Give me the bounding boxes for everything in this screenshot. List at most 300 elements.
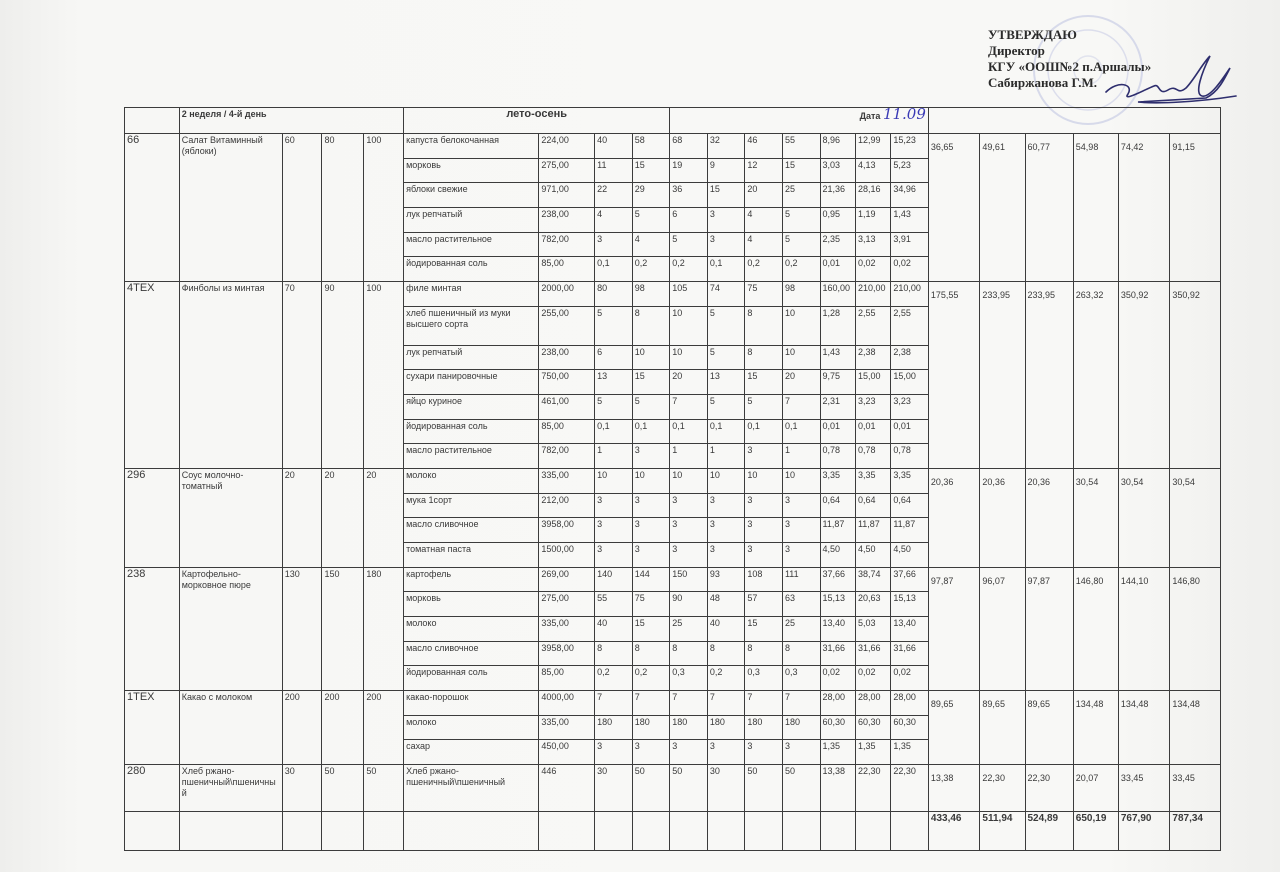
ingredient-value: 25 bbox=[782, 183, 820, 208]
ingredient-value: 3 bbox=[745, 444, 783, 469]
ingredient-name: молоко bbox=[404, 468, 539, 493]
dish-portion: 20 bbox=[364, 468, 404, 567]
ingredient-value: 10 bbox=[707, 468, 745, 493]
ingredient-value: 58 bbox=[632, 133, 670, 158]
ingredient-value: 2,38 bbox=[891, 345, 929, 370]
dish-total: 233,95 bbox=[980, 282, 1025, 469]
ingredient-value: 5,23 bbox=[891, 158, 929, 183]
ingredient-value: 5 bbox=[632, 394, 670, 419]
ingredient-name: йодированная соль bbox=[404, 419, 539, 444]
ingredient-value: 30 bbox=[707, 765, 745, 812]
dish-total: 20,07 bbox=[1073, 765, 1118, 812]
ingredient-value: 4 bbox=[595, 207, 633, 232]
ingredient-value: 15,00 bbox=[891, 370, 929, 395]
ingredient-value: 0,1 bbox=[632, 419, 670, 444]
ingredient-value: 85,00 bbox=[539, 257, 595, 282]
ingredient-value: 48 bbox=[707, 592, 745, 617]
ingredient-value: 0,02 bbox=[855, 257, 890, 282]
ingredient-value: 1 bbox=[595, 444, 633, 469]
ingredient-value: 57 bbox=[745, 592, 783, 617]
dish-total: 89,65 bbox=[980, 691, 1025, 765]
ingredient-name: яйцо куриное bbox=[404, 394, 539, 419]
dish-total: 49,61 bbox=[980, 133, 1025, 281]
ingredient-value: 31,66 bbox=[891, 641, 929, 666]
ingredient-value: 0,1 bbox=[707, 419, 745, 444]
ingredient-value: 750,00 bbox=[539, 370, 595, 395]
ingredient-value: 5 bbox=[632, 207, 670, 232]
ingredient-value: 8 bbox=[707, 641, 745, 666]
ingredient-value: 4 bbox=[632, 232, 670, 257]
menu-layout-table bbox=[124, 107, 1221, 851]
ingredient-value: 0,01 bbox=[855, 419, 890, 444]
ingredient-name: масло сливочное bbox=[404, 518, 539, 543]
ingredient-value: 10 bbox=[632, 468, 670, 493]
ingredient-value: 1,43 bbox=[891, 207, 929, 232]
grand-total-empty-cell bbox=[782, 811, 820, 850]
ingredient-name: молоко bbox=[404, 617, 539, 642]
date-value: 11.09 bbox=[882, 107, 926, 123]
ingredient-value: 3 bbox=[595, 543, 633, 568]
header-empty-cell bbox=[125, 108, 180, 134]
ingredient-value: 180 bbox=[670, 715, 708, 740]
ingredient-value: 3 bbox=[782, 543, 820, 568]
ingredient-value: 7 bbox=[745, 691, 783, 716]
dish-total: 263,32 bbox=[1073, 282, 1118, 469]
grand-total-empty-cell bbox=[855, 811, 890, 850]
dish-portion: 90 bbox=[322, 282, 364, 469]
ingredient-value: 10 bbox=[745, 468, 783, 493]
ingredient-value: 4 bbox=[745, 207, 783, 232]
ingredient-value: 15,13 bbox=[820, 592, 855, 617]
grand-total-empty-cell bbox=[179, 811, 282, 850]
ingredient-value: 85,00 bbox=[539, 666, 595, 691]
ingredient-value: 15 bbox=[632, 158, 670, 183]
dish-total: 89,65 bbox=[1025, 691, 1073, 765]
ingredient-value: 4,50 bbox=[855, 543, 890, 568]
dish-portion: 150 bbox=[322, 567, 364, 690]
dish-portion: 100 bbox=[364, 133, 404, 281]
grand-total-empty-cell bbox=[891, 811, 929, 850]
ingredient-value: 50 bbox=[782, 765, 820, 812]
dish-portion: 130 bbox=[282, 567, 322, 690]
ingredient-value: 40 bbox=[707, 617, 745, 642]
ingredient-value: 461,00 bbox=[539, 394, 595, 419]
ingredient-value: 3958,00 bbox=[539, 641, 595, 666]
ingredient-value: 210,00 bbox=[855, 282, 890, 307]
ingredient-value: 7 bbox=[670, 394, 708, 419]
ingredient-value: 160,00 bbox=[820, 282, 855, 307]
ingredient-value: 0,78 bbox=[820, 444, 855, 469]
ingredient-value: 3 bbox=[670, 543, 708, 568]
ingredient-value: 1,28 bbox=[820, 306, 855, 345]
dish-total: 175,55 bbox=[928, 282, 980, 469]
approval-title: УТВЕРЖДАЮ bbox=[988, 27, 1077, 42]
ingredient-value: 0,02 bbox=[891, 666, 929, 691]
ingredient-value: 0,2 bbox=[707, 666, 745, 691]
ingredient-value: 28,00 bbox=[891, 691, 929, 716]
ingredient-name: какао-порошок bbox=[404, 691, 539, 716]
ingredient-value: 1 bbox=[670, 444, 708, 469]
ingredient-value: 108 bbox=[745, 567, 783, 592]
ingredient-value: 446 bbox=[539, 765, 595, 812]
grand-total-value: 787,34 bbox=[1170, 811, 1221, 850]
ingredient-value: 21,36 bbox=[820, 183, 855, 208]
ingredient-value: 0,2 bbox=[632, 666, 670, 691]
ingredient-name: яблоки свежие bbox=[404, 183, 539, 208]
ingredient-name: картофель bbox=[404, 567, 539, 592]
ingredient-value: 3 bbox=[707, 740, 745, 765]
ingredient-value: 0,02 bbox=[891, 257, 929, 282]
ingredient-value: 20 bbox=[745, 183, 783, 208]
ingredient-value: 3 bbox=[707, 518, 745, 543]
ingredient-value: 3 bbox=[595, 493, 633, 518]
ingredient-value: 144 bbox=[632, 567, 670, 592]
ingredient-value: 105 bbox=[670, 282, 708, 307]
ingredient-value: 60,30 bbox=[891, 715, 929, 740]
ingredient-value: 90 bbox=[670, 592, 708, 617]
ingredient-value: 0,2 bbox=[782, 257, 820, 282]
dish-total: 91,15 bbox=[1170, 133, 1221, 281]
ingredient-value: 3,23 bbox=[891, 394, 929, 419]
ingredient-value: 180 bbox=[707, 715, 745, 740]
dish-code: 66 bbox=[125, 133, 180, 281]
grand-total-empty-cell bbox=[707, 811, 745, 850]
ingredient-value: 28,00 bbox=[855, 691, 890, 716]
ingredient-name: йодированная соль bbox=[404, 257, 539, 282]
ingredient-value: 50 bbox=[632, 765, 670, 812]
ingredient-value: 60,30 bbox=[855, 715, 890, 740]
ingredient-value: 210,00 bbox=[891, 282, 929, 307]
ingredient-value: 1500,00 bbox=[539, 543, 595, 568]
ingredient-value: 22,30 bbox=[855, 765, 890, 812]
ingredient-value: 15 bbox=[632, 370, 670, 395]
ingredient-value: 3 bbox=[745, 493, 783, 518]
dish-total: 134,48 bbox=[1073, 691, 1118, 765]
ingredient-value: 22,30 bbox=[891, 765, 929, 812]
grand-total-empty-cell bbox=[282, 811, 322, 850]
ingredient-name: мука 1сорт bbox=[404, 493, 539, 518]
ingredient-value: 68 bbox=[670, 133, 708, 158]
ingredient-value: 15 bbox=[632, 617, 670, 642]
dish-total: 146,80 bbox=[1073, 567, 1118, 690]
dish-total: 146,80 bbox=[1170, 567, 1221, 690]
ingredient-value: 2,31 bbox=[820, 394, 855, 419]
ingredient-value: 0,3 bbox=[670, 666, 708, 691]
ingredient-value: 3 bbox=[707, 232, 745, 257]
ingredient-name: масло растительное bbox=[404, 444, 539, 469]
ingredient-value: 37,66 bbox=[891, 567, 929, 592]
ingredient-value: 8 bbox=[745, 345, 783, 370]
ingredient-value: 0,01 bbox=[820, 419, 855, 444]
ingredient-value: 1,43 bbox=[820, 345, 855, 370]
ingredient-value: 0,1 bbox=[745, 419, 783, 444]
ingredient-name: йодированная соль bbox=[404, 666, 539, 691]
dish-total: 20,36 bbox=[928, 468, 980, 567]
ingredient-value: 3 bbox=[670, 493, 708, 518]
dish-portion: 70 bbox=[282, 282, 322, 469]
ingredient-value: 38,74 bbox=[855, 567, 890, 592]
ingredient-value: 0,3 bbox=[745, 666, 783, 691]
dish-total: 13,38 bbox=[928, 765, 980, 812]
grand-total-empty-cell bbox=[595, 811, 633, 850]
ingredient-value: 63 bbox=[782, 592, 820, 617]
ingredient-value: 3,91 bbox=[891, 232, 929, 257]
ingredient-value: 22 bbox=[595, 183, 633, 208]
ingredient-value: 238,00 bbox=[539, 345, 595, 370]
ingredient-name: капуста белокочанная bbox=[404, 133, 539, 158]
dish-total: 144,10 bbox=[1118, 567, 1170, 690]
ingredient-value: 7 bbox=[632, 691, 670, 716]
ingredient-value: 20 bbox=[782, 370, 820, 395]
ingredient-value: 180 bbox=[632, 715, 670, 740]
ingredient-value: 269,00 bbox=[539, 567, 595, 592]
ingredient-value: 3 bbox=[782, 740, 820, 765]
ingredient-value: 60,30 bbox=[820, 715, 855, 740]
dish-portion: 30 bbox=[282, 765, 322, 812]
ingredient-value: 1 bbox=[782, 444, 820, 469]
dish-total: 97,87 bbox=[928, 567, 980, 690]
ingredient-name: лук репчатый bbox=[404, 345, 539, 370]
ingredient-value: 0,64 bbox=[891, 493, 929, 518]
dish-portion: 80 bbox=[322, 133, 364, 281]
ingredient-value: 3 bbox=[632, 543, 670, 568]
ingredient-value: 7 bbox=[782, 394, 820, 419]
ingredient-name: Хлеб ржано-пшеничный\пшеничный bbox=[404, 765, 539, 812]
dish-portion: 200 bbox=[282, 691, 322, 765]
ingredient-value: 10 bbox=[670, 306, 708, 345]
dish-code: 238 bbox=[125, 567, 180, 690]
ingredient-value: 11,87 bbox=[855, 518, 890, 543]
ingredient-value: 1,35 bbox=[891, 740, 929, 765]
ingredient-value: 32 bbox=[707, 133, 745, 158]
dish-total: 20,36 bbox=[980, 468, 1025, 567]
ingredient-value: 9,75 bbox=[820, 370, 855, 395]
approval-organization: КГУ «ООШ№2 п.Аршалы» bbox=[988, 59, 1152, 74]
ingredient-value: 0,78 bbox=[891, 444, 929, 469]
dish-code: 1ТЕХ bbox=[125, 691, 180, 765]
ingredient-value: 8 bbox=[632, 641, 670, 666]
ingredient-value: 0,02 bbox=[855, 666, 890, 691]
ingredient-value: 180 bbox=[782, 715, 820, 740]
ingredient-value: 13 bbox=[707, 370, 745, 395]
ingredient-value: 4,13 bbox=[855, 158, 890, 183]
ingredient-row bbox=[125, 567, 1221, 592]
dish-total: 54,98 bbox=[1073, 133, 1118, 281]
dish-total: 30,54 bbox=[1118, 468, 1170, 567]
grand-total-value: 524,89 bbox=[1025, 811, 1073, 850]
dish-name: Картофельно-морковное пюре bbox=[179, 567, 282, 690]
ingredient-value: 3 bbox=[707, 207, 745, 232]
ingredient-value: 3 bbox=[670, 518, 708, 543]
dish-total: 134,48 bbox=[1170, 691, 1221, 765]
ingredient-value: 3,35 bbox=[891, 468, 929, 493]
dish-total: 97,87 bbox=[1025, 567, 1073, 690]
ingredient-value: 15,13 bbox=[891, 592, 929, 617]
ingredient-value: 1 bbox=[707, 444, 745, 469]
ingredient-value: 10 bbox=[782, 306, 820, 345]
ingredient-value: 0,95 bbox=[820, 207, 855, 232]
ingredient-value: 8 bbox=[595, 641, 633, 666]
ingredient-value: 11,87 bbox=[891, 518, 929, 543]
dish-portion: 200 bbox=[322, 691, 364, 765]
ingredient-value: 30 bbox=[595, 765, 633, 812]
dish-name: Какао с молоком bbox=[179, 691, 282, 765]
ingredient-value: 50 bbox=[745, 765, 783, 812]
ingredient-value: 4 bbox=[745, 232, 783, 257]
ingredient-value: 3 bbox=[745, 518, 783, 543]
ingredient-value: 3 bbox=[595, 232, 633, 257]
ingredient-value: 0,3 bbox=[782, 666, 820, 691]
ingredient-value: 5 bbox=[595, 306, 633, 345]
ingredient-value: 25 bbox=[782, 617, 820, 642]
ingredient-value: 12,99 bbox=[855, 133, 890, 158]
dish-total: 36,65 bbox=[928, 133, 980, 281]
ingredient-value: 3 bbox=[745, 543, 783, 568]
ingredient-value: 6 bbox=[670, 207, 708, 232]
ingredient-value: 782,00 bbox=[539, 444, 595, 469]
ingredient-value: 15,23 bbox=[891, 133, 929, 158]
ingredient-name: хлеб пшеничный из муки высшего сорта bbox=[404, 306, 539, 345]
ingredient-value: 15 bbox=[707, 183, 745, 208]
ingredient-value: 28,16 bbox=[855, 183, 890, 208]
ingredient-value: 34,96 bbox=[891, 183, 929, 208]
ingredient-value: 15 bbox=[745, 617, 783, 642]
ingredient-value: 8 bbox=[632, 306, 670, 345]
ingredient-name: морковь bbox=[404, 592, 539, 617]
ingredient-value: 5 bbox=[782, 207, 820, 232]
ingredient-value: 3,03 bbox=[820, 158, 855, 183]
dish-portion: 50 bbox=[364, 765, 404, 812]
ingredient-value: 180 bbox=[595, 715, 633, 740]
ingredient-value: 15,00 bbox=[855, 370, 890, 395]
ingredient-value: 10 bbox=[782, 345, 820, 370]
ingredient-value: 13 bbox=[595, 370, 633, 395]
ingredient-value: 3 bbox=[595, 740, 633, 765]
grand-total-empty-cell bbox=[539, 811, 595, 850]
dish-total: 74,42 bbox=[1118, 133, 1170, 281]
grand-total-value: 650,19 bbox=[1073, 811, 1118, 850]
ingredient-value: 5 bbox=[782, 232, 820, 257]
dish-portion: 60 bbox=[282, 133, 322, 281]
ingredient-value: 8 bbox=[745, 306, 783, 345]
ingredient-value: 3 bbox=[670, 740, 708, 765]
dish-code: 280 bbox=[125, 765, 180, 812]
ingredient-value: 98 bbox=[782, 282, 820, 307]
ingredient-value: 0,64 bbox=[855, 493, 890, 518]
ingredient-value: 12 bbox=[745, 158, 783, 183]
ingredient-value: 7 bbox=[707, 691, 745, 716]
ingredient-value: 8,96 bbox=[820, 133, 855, 158]
ingredient-value: 2,35 bbox=[820, 232, 855, 257]
ingredient-value: 50 bbox=[670, 765, 708, 812]
dish-name: Хлеб ржано-пшеничный\пшеничный bbox=[179, 765, 282, 812]
dish-total: 30,54 bbox=[1073, 468, 1118, 567]
ingredient-value: 4,50 bbox=[820, 543, 855, 568]
ingredient-value: 0,01 bbox=[891, 419, 929, 444]
ingredient-value: 2,55 bbox=[891, 306, 929, 345]
ingredient-value: 3 bbox=[782, 518, 820, 543]
ingredient-value: 93 bbox=[707, 567, 745, 592]
header-row bbox=[125, 108, 1221, 134]
ingredient-value: 36 bbox=[670, 183, 708, 208]
grand-total-empty-cell bbox=[125, 811, 180, 850]
ingredient-value: 98 bbox=[632, 282, 670, 307]
ingredient-value: 31,66 bbox=[820, 641, 855, 666]
ingredient-value: 782,00 bbox=[539, 232, 595, 257]
ingredient-value: 11,87 bbox=[820, 518, 855, 543]
grand-total-empty-cell bbox=[820, 811, 855, 850]
ingredient-name: сахар bbox=[404, 740, 539, 765]
ingredient-value: 46 bbox=[745, 133, 783, 158]
ingredient-value: 275,00 bbox=[539, 158, 595, 183]
dish-total: 233,95 bbox=[1025, 282, 1073, 469]
ingredient-value: 0,2 bbox=[632, 257, 670, 282]
grand-total-empty-cell bbox=[404, 811, 539, 850]
ingredient-value: 5 bbox=[707, 394, 745, 419]
dish-total: 30,54 bbox=[1170, 468, 1221, 567]
ingredient-name: лук репчатый bbox=[404, 207, 539, 232]
ingredient-value: 0,2 bbox=[745, 257, 783, 282]
ingredient-value: 0,1 bbox=[595, 419, 633, 444]
ingredient-value: 0,1 bbox=[595, 257, 633, 282]
ingredient-name: томатная паста bbox=[404, 543, 539, 568]
ingredient-name: морковь bbox=[404, 158, 539, 183]
ingredient-value: 0,78 bbox=[855, 444, 890, 469]
ingredient-value: 13,40 bbox=[820, 617, 855, 642]
dish-portion: 20 bbox=[282, 468, 322, 567]
ingredient-value: 0,1 bbox=[707, 257, 745, 282]
ingredient-value: 3 bbox=[595, 518, 633, 543]
ingredient-row bbox=[125, 468, 1221, 493]
ingredient-value: 3958,00 bbox=[539, 518, 595, 543]
ingredient-value: 0,01 bbox=[820, 257, 855, 282]
ingredient-value: 7 bbox=[782, 691, 820, 716]
ingredient-value: 7 bbox=[670, 691, 708, 716]
ingredient-value: 28,00 bbox=[820, 691, 855, 716]
dish-total: 350,92 bbox=[1118, 282, 1170, 469]
dish-total: 350,92 bbox=[1170, 282, 1221, 469]
dish-total: 134,48 bbox=[1118, 691, 1170, 765]
header-season: лето-осень bbox=[404, 108, 670, 134]
ingredient-value: 180 bbox=[745, 715, 783, 740]
ingredient-value: 13,40 bbox=[891, 617, 929, 642]
ingredient-row bbox=[125, 765, 1221, 812]
ingredient-value: 4,50 bbox=[891, 543, 929, 568]
ingredient-value: 55 bbox=[595, 592, 633, 617]
ingredient-value: 1,35 bbox=[855, 740, 890, 765]
ingredient-value: 8 bbox=[745, 641, 783, 666]
grand-total-value: 433,46 bbox=[928, 811, 980, 850]
dish-portion: 50 bbox=[322, 765, 364, 812]
ingredient-value: 8 bbox=[670, 641, 708, 666]
ingredient-value: 238,00 bbox=[539, 207, 595, 232]
ingredient-name: филе минтая bbox=[404, 282, 539, 307]
ingredient-value: 111 bbox=[782, 567, 820, 592]
ingredient-value: 9 bbox=[707, 158, 745, 183]
dish-total: 60,77 bbox=[1025, 133, 1073, 281]
ingredient-value: 450,00 bbox=[539, 740, 595, 765]
ingredient-value: 140 bbox=[595, 567, 633, 592]
ingredient-value: 5,03 bbox=[855, 617, 890, 642]
ingredient-value: 37,66 bbox=[820, 567, 855, 592]
ingredient-value: 5 bbox=[707, 345, 745, 370]
ingredient-value: 3 bbox=[632, 444, 670, 469]
ingredient-value: 212,00 bbox=[539, 493, 595, 518]
ingredient-value: 80 bbox=[595, 282, 633, 307]
dish-total: 89,65 bbox=[928, 691, 980, 765]
ingredient-value: 20,63 bbox=[855, 592, 890, 617]
ingredient-name: масло растительное bbox=[404, 232, 539, 257]
